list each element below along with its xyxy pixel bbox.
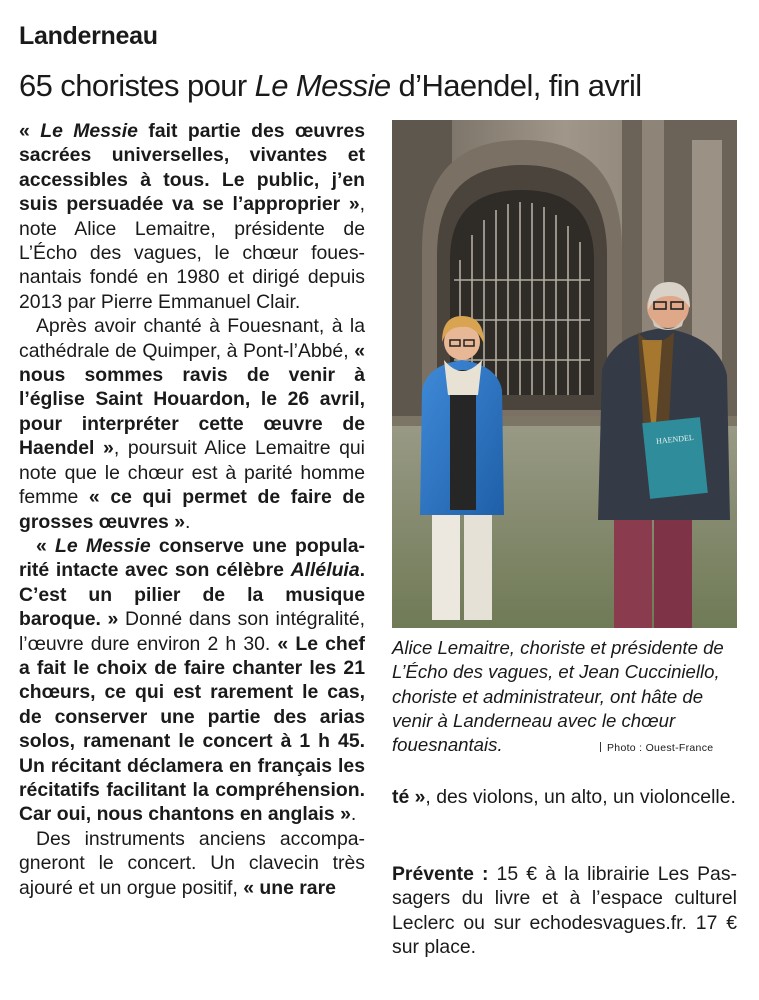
paragraph-4-continued bbox=[392, 785, 737, 809]
credit-text: Photo : Ouest-France bbox=[607, 742, 714, 754]
p3-quote-open: « bbox=[36, 534, 56, 557]
p1-quote: fait partie des œuvres sacrées universelles, vivantes et accessibles à tous. Le public, j’en suis persuadée va se l’approprier » bbox=[19, 120, 365, 216]
p2-quote-1: « nous sommes ravis de venir à l’église Saint Houardon, le 26 avril, pour interpréter cette œuvre de Haendel » bbox=[19, 339, 365, 460]
headline-work-title: Le Messie bbox=[254, 68, 391, 103]
paragraph-3 bbox=[19, 534, 365, 827]
p2-text-3: . bbox=[184, 510, 191, 533]
paragraph-4 bbox=[19, 827, 365, 900]
paragraph-2 bbox=[19, 314, 365, 534]
prevente-block bbox=[392, 862, 737, 960]
prevente-paragraph bbox=[392, 862, 737, 960]
p2-text-2: , poursuit Alice Lemaitre qui note que le chœur est à parité homme femme bbox=[19, 437, 365, 509]
prevente-text: 15 € à la librairie Les Passagers du livre et à l’espace culturel Leclerc ou sur echodesvagues.fr. 17 € sur place. bbox=[392, 863, 737, 959]
p4-text-1: Des instruments anciens accompagneront le concert. Un clavecin très ajouré et un orgue positif, bbox=[19, 827, 365, 899]
photo-credit bbox=[600, 742, 713, 754]
p1-work-title: Le Messie bbox=[40, 120, 138, 142]
p2-text-1: Après avoir chanté à Fouesnant, à la cathédrale de Quimper, à Pont-l’Abbé, bbox=[19, 315, 365, 362]
p1-quote-open: « bbox=[19, 120, 41, 142]
p3-work-title: Le Messie bbox=[55, 534, 151, 557]
p3-text-1: Donné dans son intégralité, l’œuvre dure environ 2 h 30. bbox=[19, 608, 365, 655]
p3-quote-3: « Le chef a fait le choix de faire chanter les 21 chœurs, ce qui est rarement le cas, de conserver une partie des arias solos, ramenant le concert à 1 h 45. Un récitant déclamera en français les récitatifs facilitant la compréhension. Car oui, nous chantons en anglais » bbox=[19, 632, 365, 826]
left-column bbox=[19, 119, 365, 900]
paragraph-1 bbox=[19, 119, 365, 314]
p4-text-2: , des violons, un alto, un violoncelle. bbox=[425, 786, 736, 808]
p1-text: , note Alice Lemaitre, présidente de L’Écho des vagues, le chœur fouesnantais fondé en 1980 et dirigé depuis 2013 par Pierre Emmanuel Clair. bbox=[19, 193, 365, 313]
prevente-label: Prévente : bbox=[392, 863, 489, 885]
p2-quote-2: « ce qui permet de faire de grosses œuvres » bbox=[19, 486, 365, 533]
booklet-title: HAENDEL bbox=[655, 432, 695, 446]
article-photo bbox=[392, 120, 737, 628]
p3-alleluia: Alléluia bbox=[290, 559, 360, 582]
headline-part-2: d’Haendel, fin avril bbox=[390, 68, 642, 103]
article-kicker: Landerneau bbox=[19, 22, 158, 50]
score-booklet bbox=[642, 417, 708, 499]
p3-text-2: . bbox=[350, 803, 357, 826]
photo-caption bbox=[392, 636, 742, 757]
p3-quote-2: . C’est un pilier de la musique baroque. » bbox=[19, 559, 365, 631]
caption-text: Alice Lemaitre, choriste et présidente de L’Écho des vagues, et Jean Cucciniello, choriste et administrateur, ont hâte de venir à Landerneau avec le chœur fouesnantais. bbox=[392, 637, 724, 756]
right-column-continuation bbox=[392, 785, 737, 809]
p3-quote-1: conserve une popularité intacte avec son célèbre bbox=[19, 534, 366, 582]
article-headline bbox=[19, 68, 642, 104]
headline-part-1: 65 choristes pour bbox=[19, 68, 255, 103]
p4-quote-start: « une rare bbox=[243, 876, 336, 899]
p4-quote-end: té » bbox=[392, 786, 426, 808]
